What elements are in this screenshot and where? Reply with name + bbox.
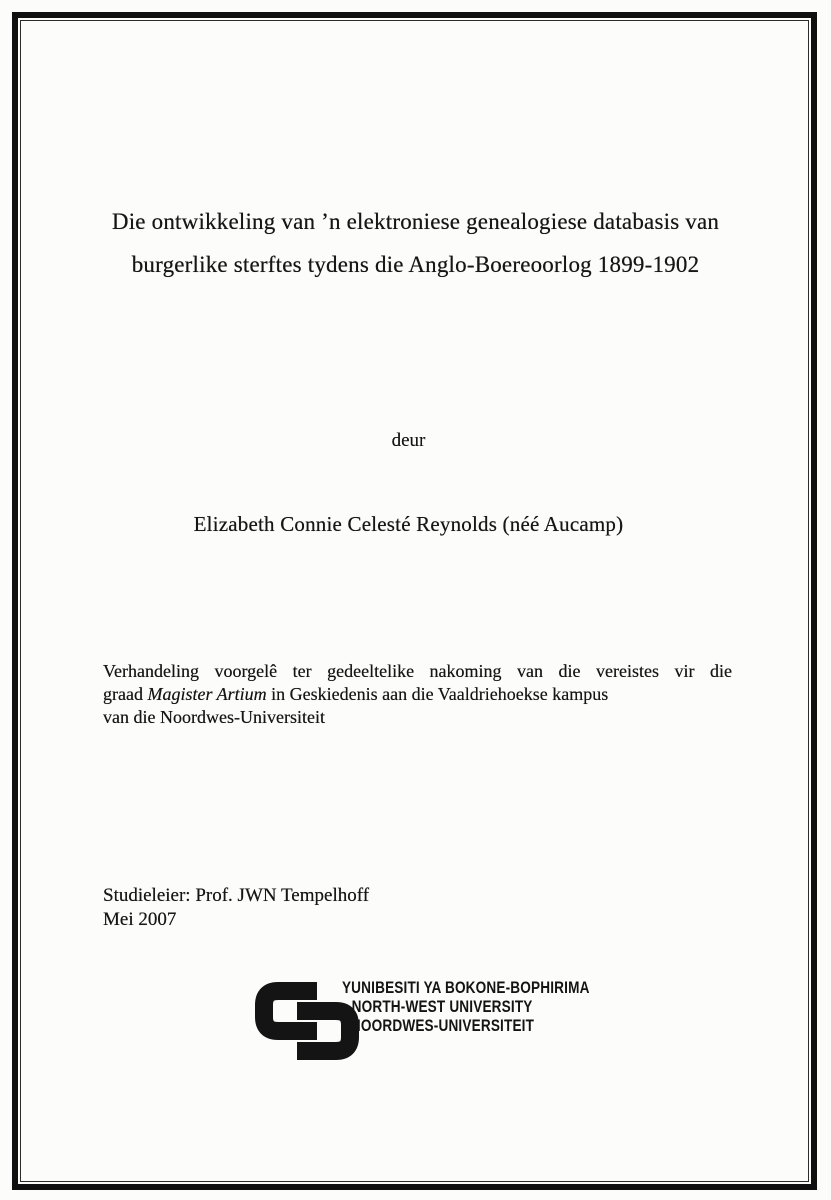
thesis-title-line-2: burgerlike sterftes tydens die Anglo-Boereoorlog 1899-1902: [131, 252, 700, 277]
thesis-title: [40, 200, 791, 286]
degree-name: Magister Artium: [147, 684, 267, 704]
statement-line-2: [103, 683, 732, 706]
submission-statement: [103, 660, 732, 729]
university-logo-text: [311, 978, 590, 1035]
thesis-title-line-1: Die ontwikkeling van ’n elektroniese genealogiese databasis van: [111, 209, 720, 234]
statement-line-2-prefix: graad: [103, 684, 148, 704]
logo-text-line-3: NOORDWES-UNIVERSITEIT: [350, 1016, 534, 1035]
byline-deur: deur: [391, 430, 426, 451]
logo-text-line-1: YUNIBESITI YA BOKONE-BOPHIRIMA: [341, 978, 590, 997]
supervisor-block: [103, 884, 369, 931]
date-line: Mei 2007: [103, 908, 177, 930]
supervisor-line: Studieleier: Prof. JWN Tempelhoff: [103, 885, 370, 906]
logo-text-line-wrap: [311, 997, 573, 1016]
logo-text-line-wrap: [311, 1016, 573, 1035]
author-name: Elizabeth Connie Celesté Reynolds (néé Aucamp): [193, 512, 624, 536]
logo-text-line-2: NORTH-WEST UNIVERSITY: [351, 997, 533, 1016]
statement-line-1: Verhandeling voorgelê ter gedeeltelike nakoming van die vereistes vir die: [103, 661, 732, 681]
statement-line-2-suffix: in Geskiedenis aan die Vaaldriehoekse kampus: [266, 684, 609, 704]
university-logo: [255, 977, 590, 1057]
statement-line-3: van die Noordwes-Universiteit: [103, 707, 325, 727]
logo-text-line-wrap: [311, 978, 590, 997]
